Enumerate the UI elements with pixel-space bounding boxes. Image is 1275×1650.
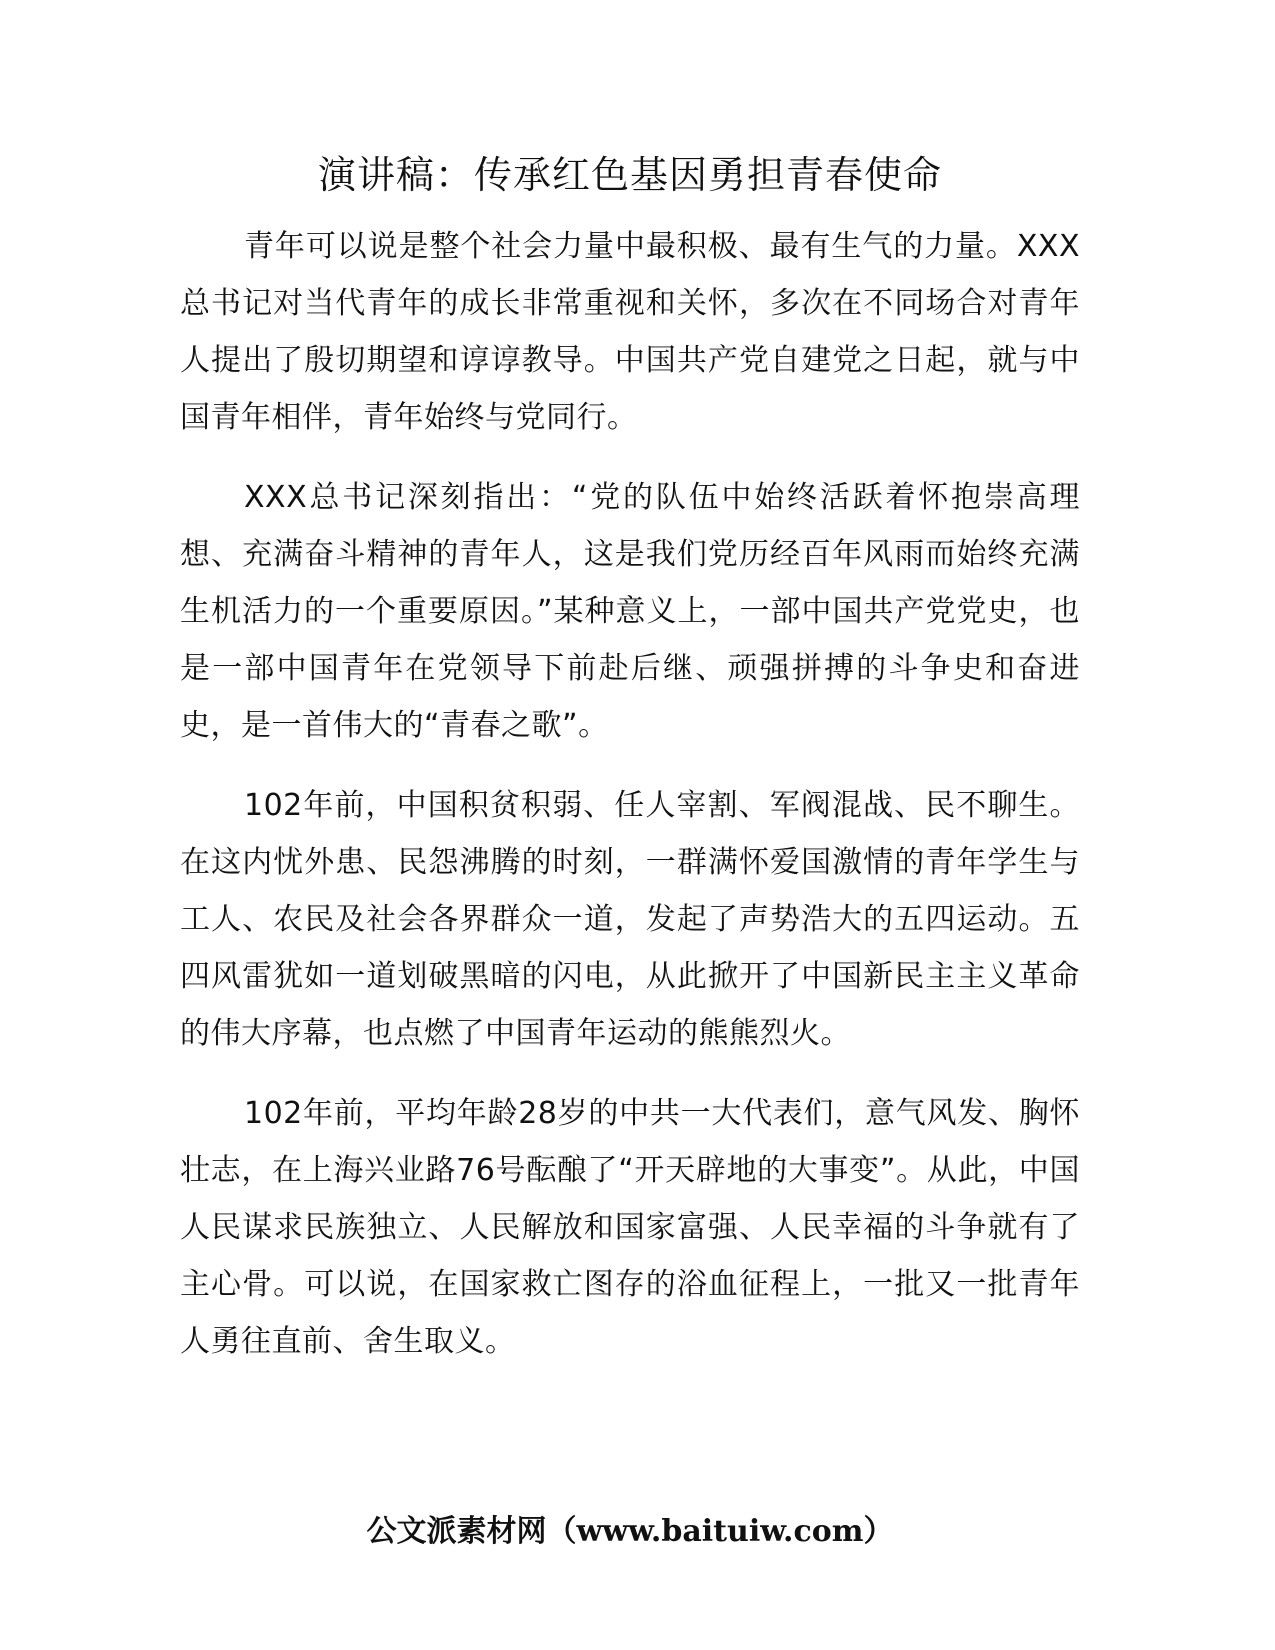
- footer-source: 公文派素材网（www.baituiw.com）: [366, 1514, 894, 1549]
- paragraph-3: 102年前，中国积贫积弱、任人宰割、军阀混战、民不聊生。在这内忧外患、民怨沸腾的时刻，一群满怀爱国激情的青年学生与工人、农民及社会各界群众一道，发起了声势浩大的五四运动。五四风雷犹如一道划破黑暗的闪电，从此掀开了中国新民主主义革命的伟大序幕，也点燃了中国青年运动的熊熊烈火。: [180, 788, 1080, 1051]
- paragraph-1: 青年可以说是整个社会力量中最积极、最有生气的力量。XXX总书记对当代青年的成长非常重视和关怀，多次在不同场合对青年人提出了殷切期望和谆谆教导。中国共产党自建党之日起，就与中国青年相伴，青年始终与党同行。: [180, 229, 1080, 435]
- paragraph-4: 102年前，平均年龄28岁的中共一大代表们，意气风发、胸怀壮志，在上海兴业路76号酝酿了“开天辟地的大事变”。从此，中国人民谋求民族独立、人民解放和国家富强、人民幸福的斗争就有了主心骨。可以说，在国家救亡图存的浴血征程上，一批又一批青年人勇往直前、舍生取义。: [180, 1096, 1080, 1359]
- paragraph-2: XXX总书记深刻指出：“党的队伍中始终活跃着怀抱崇高理想、充满奋斗精神的青年人，这是我们党历经百年风雨而始终充满生机活力的一个重要原因。”某种意义上，一部中国共产党党史，也是一部中国青年在党领导下前赴后继、顽强拼搏的斗争史和奋进史，是一首伟大的“青春之歌”。: [180, 480, 1080, 743]
- document-title: 演讲稿：传承红色基因勇担青春使命: [317, 153, 942, 197]
- document-body: [180, 218, 1080, 1393]
